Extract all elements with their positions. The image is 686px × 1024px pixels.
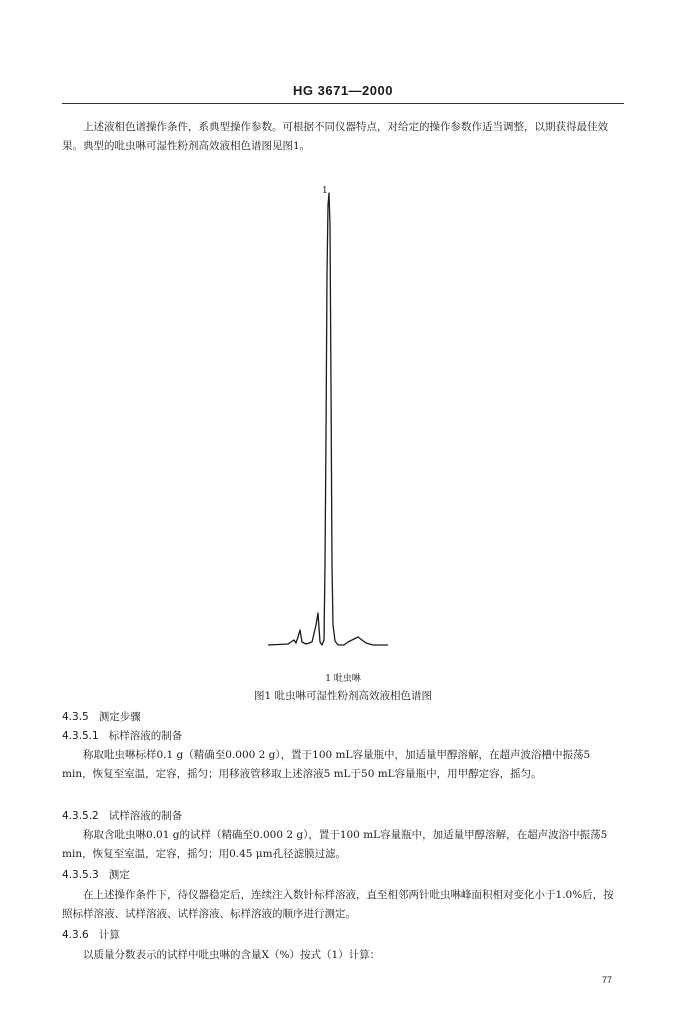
section-body-4-3-5-3: 在上述操作条件下，待仪器稳定后，连续注入数针标样溶液，直至相邻两针吡虫啉峰面积相对变化小于1.0%后，按照标样溶液、试样溶液、试样溶液、标样溶液的顺序进行测定。 (62, 889, 614, 920)
section-title: 试样溶液的制备 (108, 810, 183, 822)
section-body-4-3-5-1: 称取吡虫啉标样0.1 g（精确至0.000 2 g），置于100 mL容量瓶中，加适量甲醇溶解，在超声波浴槽中振荡5 min，恢复至室温，定容，摇匀；用移液管移取上述溶液5 mL于50 mL容量瓶中，用甲醇定容，摇匀。 (62, 749, 591, 780)
section-heading-4-3-5-3 (62, 866, 622, 885)
section-title: 测定步骤 (98, 711, 141, 723)
chromatogram-figure (268, 185, 388, 655)
page-number: 77 (601, 975, 612, 985)
section-heading-4-3-6 (62, 926, 622, 945)
section-number: 4.3.5 (62, 711, 89, 723)
section-number: 4.3.6 (62, 929, 89, 941)
standard-code: HG 3671—2000 (293, 83, 393, 98)
section-title: 测定 (108, 869, 130, 881)
section-title: 计算 (98, 929, 120, 941)
intro-paragraph: 上述液相色谱操作条件，系典型操作参数。可根据不同仪器特点，对给定的操作参数作适当调整，以期获得最佳效果。典型的吡虫啉可湿性粉剂高效液相色谱图见图1。 (62, 121, 608, 152)
figure-caption: 图1 吡虫啉可湿性粉剂高效液相色谱图 (253, 690, 433, 702)
header-rule (62, 103, 624, 104)
section-heading-4-3-5-2 (62, 807, 622, 826)
chromatogram-trace (268, 185, 388, 655)
peak-label: 1 (322, 186, 328, 196)
section-title: 标样溶液的制备 (108, 730, 183, 742)
section-heading-4-3-5-1 (62, 727, 622, 746)
chromatogram-line (268, 193, 388, 645)
section-number: 4.3.5.1 (62, 730, 99, 742)
section-number: 4.3.5.3 (62, 869, 99, 881)
section-body-4-3-6: 以质量分数表示的试样中吡虫啉的含量X（%）按式（1）计算： (83, 949, 381, 961)
section-heading-4-3-5 (62, 708, 622, 727)
section-number: 4.3.5.2 (62, 810, 99, 822)
figure-legend: 1 吡虫啉 (325, 674, 361, 684)
section-body-4-3-5-2: 称取含吡虫啉0.01 g的试样（精确至0.000 2 g），置于100 mL容量瓶中，加适量甲醇溶解，在超声波浴中振荡5 min，恢复至室温，定容，摇匀；用0.45 μm孔径滤膜过滤。 (62, 829, 608, 860)
